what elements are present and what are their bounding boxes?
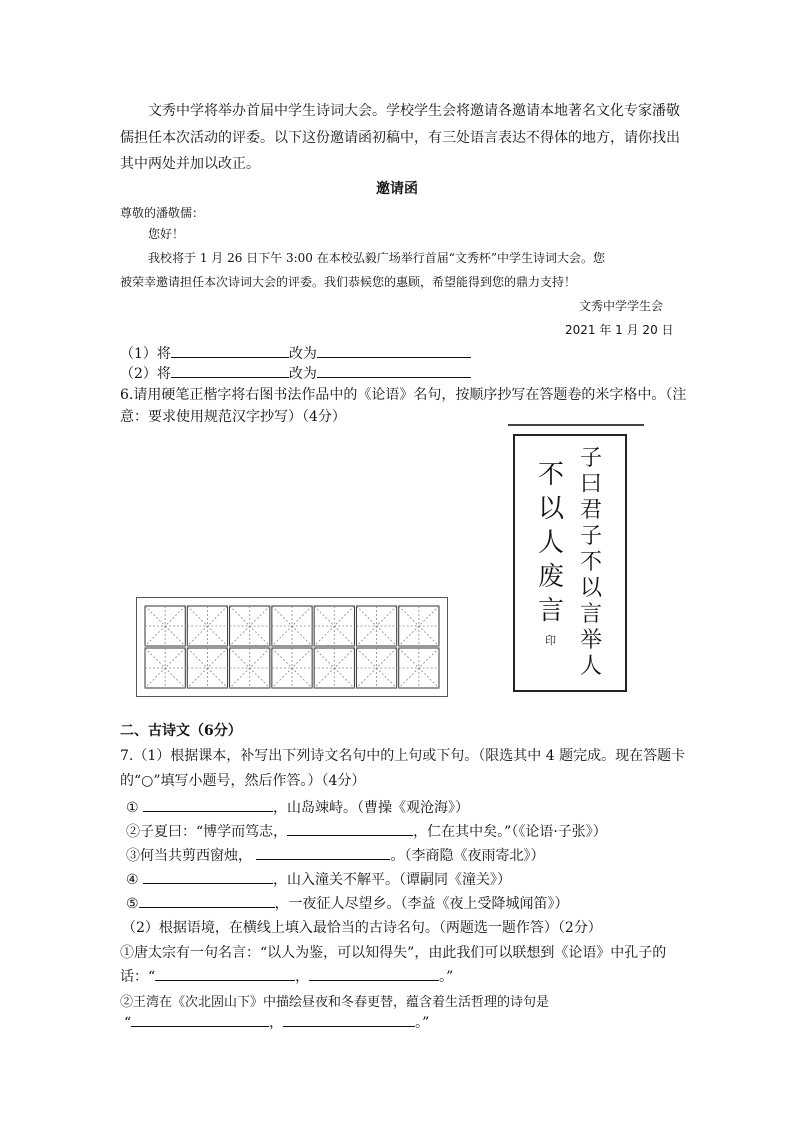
section-2-heading: 二、古诗文（6分）	[120, 723, 242, 739]
calligraphy-column-left: 不 以 人 废 言	[537, 460, 564, 626]
letter-greeting: 您好！	[148, 227, 185, 241]
letter-body-1: 我校将于 1 月 26 日下午 3:00 在本校弘毅广场举行首届“文秀杯”中学生诗词大会。您	[148, 251, 606, 265]
q7-item-4-text: ，山入潼关不解平。（谭嗣同《潼关》）	[273, 872, 512, 888]
q7-item-2	[126, 821, 607, 841]
fix-item-2-prefix: （2）将	[120, 366, 171, 382]
calligraphy-scroll	[513, 434, 627, 692]
q7-sub-2-blank-a[interactable]	[131, 1013, 269, 1027]
letter-body-2: 被荣幸邀请担任本次诗词大会的评委。我们恭候您的惠顾，希望能得到您的鼎力支持！	[120, 275, 577, 289]
q7-sub-1-blank-a[interactable]	[155, 967, 295, 981]
q7-sub-2-start: “	[124, 1015, 132, 1031]
fix-item-1-blank-a[interactable]	[171, 344, 289, 358]
intro-line-3: 其中两处并加以改正。	[120, 156, 260, 172]
letter-salutation: 尊敬的潘敬儒：	[120, 206, 205, 220]
letter-title: 邀请函	[376, 181, 418, 197]
fix-item-2	[120, 363, 471, 383]
fix-item-2-blank-b[interactable]	[317, 364, 471, 378]
mizige-cell[interactable]	[399, 606, 439, 646]
q7-sub-1-start: 话：“	[120, 969, 156, 985]
mizige-grid[interactable]	[136, 597, 448, 697]
q7-sub-2-line-1: ②王湾在《次北固山下》中描绘昼夜和冬春更替，蕴含着生活哲理的诗句是	[120, 995, 550, 1010]
q7-item-2-text: ，仁在其中矣。”（《论语·子张》）	[413, 824, 607, 840]
q7-item-3-text: 。（李商隐《夜雨寄北》）	[390, 848, 545, 864]
mizige-cell[interactable]	[187, 606, 227, 646]
q7-sub-1-line-1: ①唐太宗有一句名言：“以人为鉴，可以知得失”，由此我们可以联想到《论语》中孔子的	[120, 945, 667, 961]
q7-sub-2-end: 。”	[415, 1015, 430, 1031]
fix-item-1-mid: 改为	[288, 346, 317, 362]
fix-item-2-blank-a[interactable]	[171, 364, 289, 378]
mizige-cells	[144, 605, 440, 689]
q7-sub-2-blank-b[interactable]	[283, 1013, 415, 1027]
q7-item-4	[126, 869, 511, 889]
q7-sub-1-blank-b[interactable]	[309, 967, 439, 981]
q6-line-2: 意：要求使用规范汉字抄写）（4分）	[120, 409, 346, 425]
intro-line-2: 儒担任本次活动的评委。以下这份邀请函初稿中，有三处语言表达不得体的地方，请你找出	[120, 130, 680, 146]
q7-item-4-num: ④	[126, 872, 139, 888]
fix-item-2-mid: 改为	[288, 366, 317, 382]
calligraphy-seal: 印	[545, 634, 556, 647]
fix-item-1	[120, 343, 471, 363]
mizige-cell[interactable]	[356, 648, 396, 688]
mizige-cell[interactable]	[272, 648, 312, 688]
q7-sub-1-line-2	[120, 966, 453, 986]
q7-item-4-blank[interactable]	[143, 870, 273, 884]
q7-item-5-blank[interactable]	[139, 894, 275, 908]
q7-line-2: 的“○”填写小题号，然后作答。）（4分）	[120, 773, 366, 789]
q7-sub-1-mid: ，	[295, 969, 310, 985]
q7-item-2-num: ②子夏曰：“博学而笃志，	[126, 824, 288, 840]
mizige-cell[interactable]	[314, 606, 354, 646]
q7-item-5	[126, 893, 569, 913]
q7-item-1-num: ①	[126, 800, 139, 816]
q6-line-1: 6.请用硬笔正楷字将右图书法作品中的《论语》名句，按顺序抄写在答题卷的米字格中。（注	[120, 387, 687, 403]
q7-item-3-blank[interactable]	[256, 846, 390, 860]
q7-line-1: 7.（1）根据课本，补写出下列诗文名句中的上句或下句。（限选其中 4 题完成。现在答题卡	[120, 748, 686, 764]
q7-item-5-text: ，一夜征人尽望乡。（李益《夜上受降城闻笛》）	[274, 896, 569, 912]
letter-signature: 文秀中学学生会	[579, 299, 664, 313]
mizige-cell[interactable]	[356, 606, 396, 646]
q7-sub-2-line-2	[124, 1012, 429, 1032]
mizige-cell[interactable]	[230, 648, 270, 688]
mizige-cell[interactable]	[145, 648, 185, 688]
scroll-top-edge	[508, 424, 644, 432]
q7-item-3	[126, 845, 544, 865]
mizige-cell[interactable]	[314, 648, 354, 688]
mizige-cell[interactable]	[187, 648, 227, 688]
q7-part-2: （2）根据语境，在横线上填入最恰当的古诗名句。（两题选一题作答）（2分）	[122, 920, 602, 936]
q7-item-1	[126, 797, 469, 817]
calligraphy-column-right: 子 曰 君 子 不 以 言 举 人	[579, 446, 602, 679]
q7-sub-2-mid: ，	[269, 1015, 284, 1031]
mizige-cell[interactable]	[399, 648, 439, 688]
q7-item-3-num: ③何当共剪西窗烛，	[126, 848, 252, 864]
q7-item-5-num: ⑤	[126, 896, 139, 912]
mizige-cell[interactable]	[145, 606, 185, 646]
fix-item-1-prefix: （1）将	[120, 346, 171, 362]
q7-item-1-text: ，山岛竦峙。（曹操《观沧海》）	[273, 800, 470, 816]
q7-item-2-blank[interactable]	[287, 822, 413, 836]
q7-item-1-blank[interactable]	[143, 798, 273, 812]
intro-line-1: 文秀中学将举办首届中学生诗词大会。学校学生会将邀请各邀请本地著名文化专家潘敬	[148, 103, 680, 119]
letter-date: 2021 年 1 月 20 日	[565, 323, 674, 337]
q7-sub-1-end: 。”	[439, 969, 454, 985]
mizige-cell[interactable]	[230, 606, 270, 646]
fix-item-1-blank-b[interactable]	[317, 344, 471, 358]
mizige-cell[interactable]	[272, 606, 312, 646]
